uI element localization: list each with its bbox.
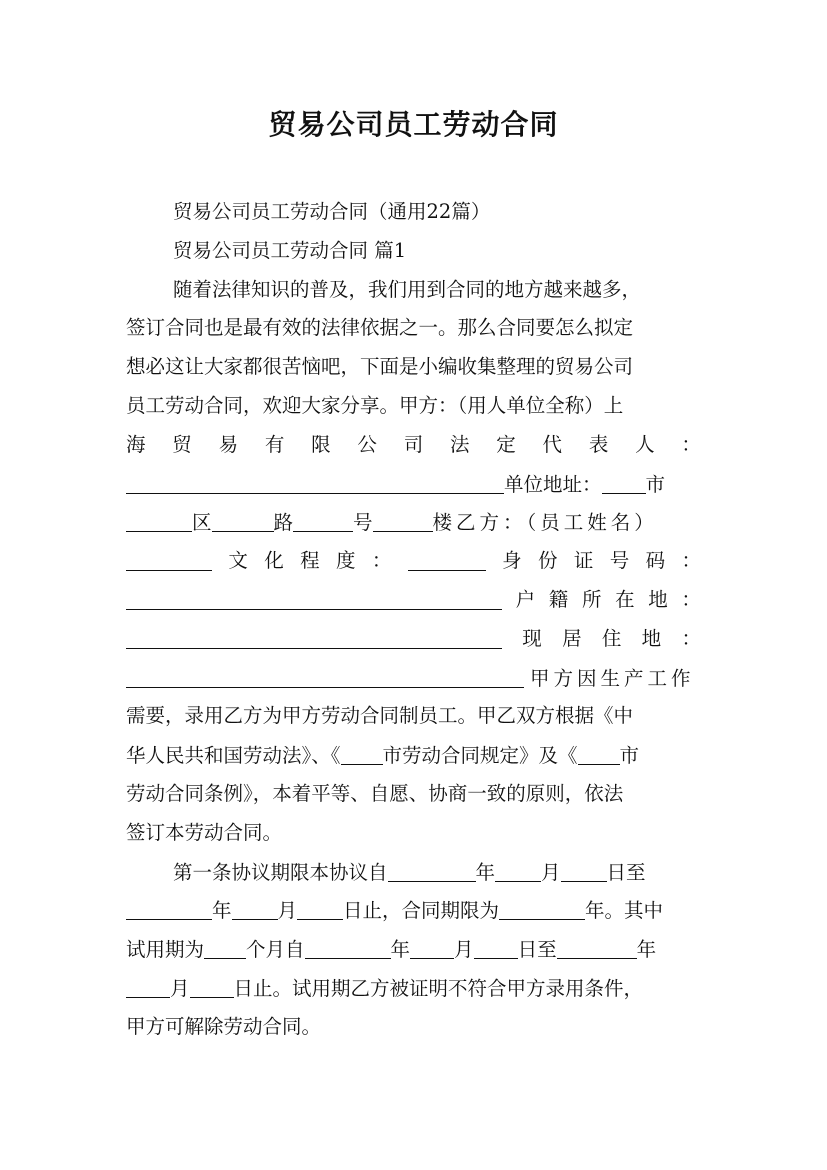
blank-underline [408,542,486,571]
char: ： [371,549,392,573]
blank-underline [410,930,454,959]
blank-underline [190,969,234,998]
char: 地 [648,587,668,611]
text: 市 [619,744,640,768]
blank-underline [126,620,502,649]
paragraph-line: 签订合同也是最有效的法律依据之一。那么合同要怎么拟定 [126,316,634,340]
char: 公 [357,432,377,456]
probation-line [126,930,701,969]
char: 居 [562,626,582,650]
text: 月 [277,899,298,923]
char: 海 [126,432,146,456]
text: 日至 [517,938,557,962]
blank-underline [373,503,433,532]
char: 人 [635,432,655,456]
text: 日止，合同期限为 [343,899,500,923]
blank-underline [126,891,212,920]
text: 月 [454,938,474,962]
text: 个月自 [246,938,305,962]
blank-underline [212,503,274,532]
text: 月 [170,976,190,1000]
char: 份 [537,549,558,573]
blank-underline [341,736,383,765]
blank-underline [293,503,353,532]
text: 号 [353,511,373,535]
char: 籍 [548,587,569,611]
paragraph-line: 劳动合同条例》，本着平等、自愿、协商一致的原则，依法 [126,781,624,805]
char: ： [681,432,701,456]
subtitle-line: 贸易公司员工劳动合同（通用22篇） [173,200,491,223]
text: 试用期为 [126,938,205,962]
household-line [126,581,701,620]
blank-underline [232,891,278,920]
blank-underline [561,853,607,882]
document-body [126,193,701,1047]
text: 甲方因生产工作 [530,666,695,690]
text: 第一条协议期限本协议自 [173,860,388,884]
paragraph-line: 甲方可解除劳动合同。 [126,1014,322,1038]
char: 化 [264,549,284,573]
char: 代 [542,432,563,456]
char: 贸 [172,432,192,456]
blank-underline [499,891,585,920]
char: 所 [581,587,602,611]
char: 现 [522,626,542,650]
char: 表 [588,432,609,456]
char: ： [681,549,701,573]
blank-underline [305,930,391,959]
employment-line [126,659,701,698]
char: ： [681,626,701,650]
residence-line [126,620,701,659]
text: 路 [273,511,294,535]
char: 证 [573,549,594,573]
text: 年 [212,899,232,923]
char: 易 [218,432,239,456]
char: 住 [601,626,622,650]
paragraph-line: 员工劳动合同，欢迎大家分享。甲方：（用人单位全称）上 [126,393,624,417]
char: 文 [228,549,248,573]
text: 市 [645,472,666,496]
char: 度 [335,549,356,573]
char: 号 [609,549,630,573]
char: 身 [502,549,522,573]
char: 有 [264,432,285,456]
paragraph-line: 签订本劳动合同。 [126,820,283,844]
article-one-line [126,853,701,892]
blank-underline [474,930,518,959]
blank-underline [126,581,502,610]
blank-underline [495,853,541,882]
char: 限 [311,432,331,456]
text: 年。其中 [585,899,664,923]
address-detail-line [126,503,701,542]
blank-underline [578,736,620,765]
blank-underline [126,503,192,532]
text: 日至 [606,860,646,884]
char: 法 [449,432,470,456]
blank-underline [204,930,246,959]
paragraph-line: 随着法律知识的普及，我们用到合同的地方越来越多， [173,277,642,301]
blank-underline [602,465,646,494]
blank-underline [557,930,637,959]
education-id-line [126,542,701,581]
text: 华人民共和国劳动法》、《 [126,744,341,768]
term-line [126,891,701,930]
section-heading: 贸易公司员工劳动合同 篇1 [173,238,407,262]
text: 年 [475,860,496,884]
text: 日止。试用期乙方被证明不符合甲方录用条件， [233,976,644,1000]
paragraph-line: 想必这让大家都很苦恼吧，下面是小编收集整理的贸易公司 [126,355,634,379]
blank-underline [297,891,343,920]
char: 地 [641,626,662,650]
document-title: 贸易公司员工劳动合同 [268,108,559,141]
blank-underline [126,969,170,998]
text: 年 [636,938,657,962]
address-line [126,465,701,504]
char: 程 [300,549,320,573]
paragraph-line: 需要，录用乙方为甲方劳动合同制员工。甲乙双方根据《中 [126,704,634,728]
char: 定 [496,432,516,456]
char: 码 [645,549,666,573]
char: ： [681,587,701,611]
legal-rep-line [126,426,701,465]
text: 年 [390,938,411,962]
text: 区 [192,511,212,535]
probation-end-line [126,969,701,1008]
text: 月 [541,860,561,884]
blank-underline [388,853,476,882]
blank-underline [126,542,212,571]
text: 楼乙方：（员工姓名） [432,511,658,535]
law-reference-line [126,736,701,775]
char: 司 [403,432,424,456]
char: 户 [515,587,536,611]
blank-underline [126,465,504,494]
text: 单位地址： [504,472,602,496]
blank-underline [126,659,524,688]
text: 市劳动合同规定》及《 [382,744,578,768]
char: 在 [615,587,635,611]
